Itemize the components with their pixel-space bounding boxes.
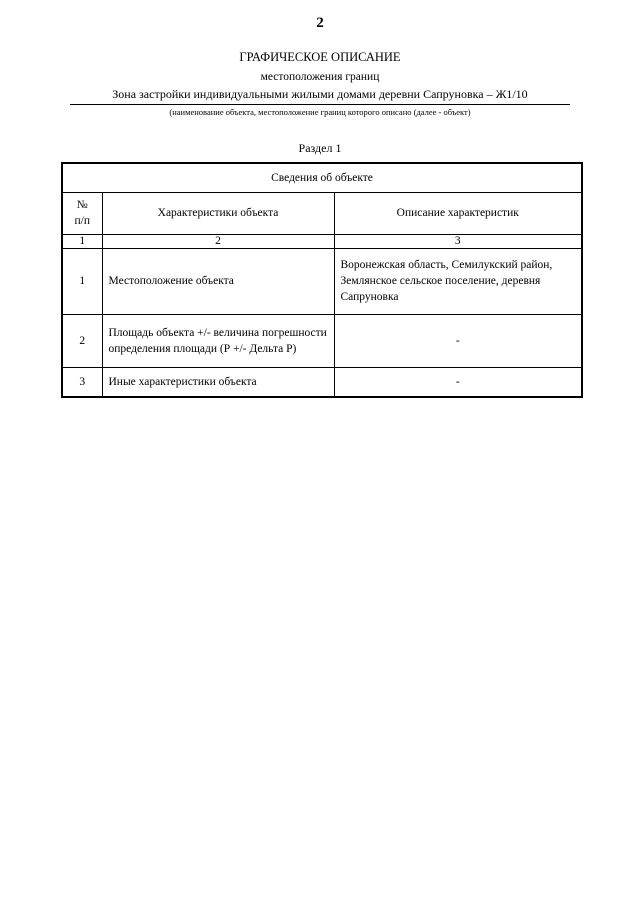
row-description: Воронежская область, Семилукский район, Землянское сельское поселение, деревня Сапруновка xyxy=(334,248,582,314)
object-name-note: (наименование объекта, местоположение границ которого описано (далее - объект) xyxy=(169,107,471,117)
row-characteristic: Иные характеристики объекта xyxy=(102,367,334,397)
row-characteristic: Площадь объекта +/- величина погрешности определения площади (Р +/- Дельта Р) xyxy=(102,314,334,367)
column-header-number-line1: № xyxy=(76,199,88,211)
table-header-row xyxy=(62,192,582,234)
row-number: 2 xyxy=(62,314,102,367)
table-caption: Сведения об объекте xyxy=(62,163,582,192)
column-number: 2 xyxy=(102,234,334,248)
row-number: 3 xyxy=(62,367,102,397)
row-description: - xyxy=(334,367,582,397)
table-row xyxy=(62,248,582,314)
table-row xyxy=(62,314,582,367)
row-description: - xyxy=(334,314,582,367)
column-header-characteristic: Характеристики объекта xyxy=(102,192,334,234)
column-header-description: Описание характеристик xyxy=(334,192,582,234)
object-info-table xyxy=(61,162,583,398)
section-label: Раздел 1 xyxy=(298,141,342,155)
column-header-number xyxy=(62,192,102,234)
object-name: Зона застройки индивидуальными жилыми домами деревни Сапруновка – Ж1/10 xyxy=(70,87,570,105)
document-subtitle: местоположения границ xyxy=(260,71,380,83)
page-number: 2 xyxy=(316,15,324,31)
document-title: ГРАФИЧЕСКОЕ ОПИСАНИЕ xyxy=(239,50,401,64)
row-characteristic: Местоположение объекта xyxy=(102,248,334,314)
column-number: 3 xyxy=(334,234,582,248)
column-header-number-line2: п/п xyxy=(74,215,90,227)
row-number: 1 xyxy=(62,248,102,314)
table-row xyxy=(62,367,582,397)
column-number-row xyxy=(62,234,582,248)
column-number: 1 xyxy=(62,234,102,248)
